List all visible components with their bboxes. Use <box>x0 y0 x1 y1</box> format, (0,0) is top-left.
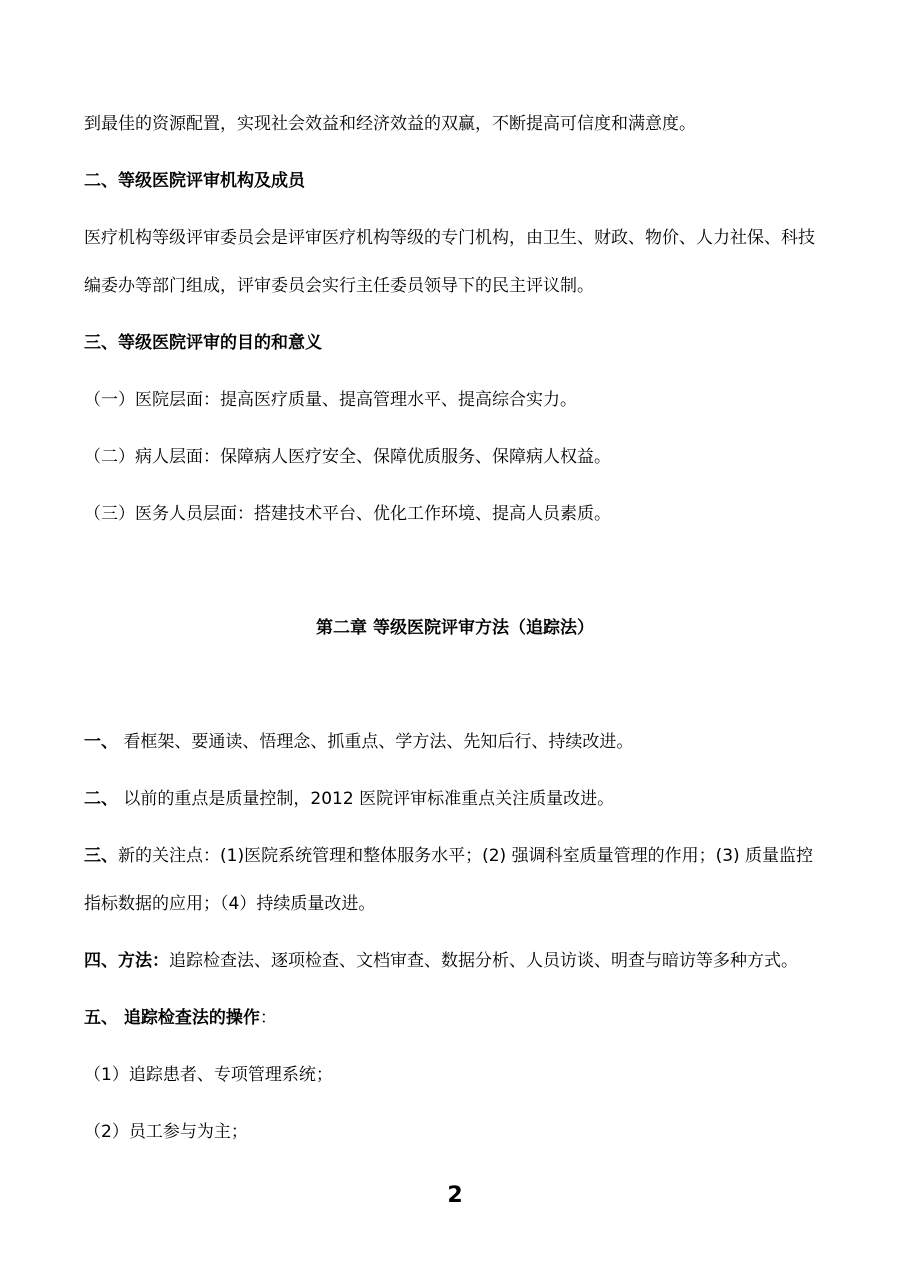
section3-item-3: （三）医务人员层面：搭建技术平台、优化工作环境、提高人员素质。 <box>84 504 611 524</box>
sub-item-1: （1）追踪患者、专项管理系统； <box>84 1065 333 1085</box>
section2-paragraph-line1: 医疗机构等级评审委员会是评审医疗机构等级的专门机构，由卫生、财政、物价、人力社保、科技 <box>84 228 815 248</box>
list-item-1-number: 一、 <box>84 732 118 752</box>
list-item-2 <box>84 788 614 810</box>
chapter-title: 第二章 等级医院评审方法（追踪法） <box>316 618 594 638</box>
page-number: 2 <box>447 1183 463 1208</box>
list-item-3-line2: 指标数据的应用；（4）持续质量改进。 <box>84 894 376 914</box>
list-item-3 <box>84 845 813 867</box>
section3-item-1: （一）医院层面：提高医疗质量、提高管理水平、提高综合实力。 <box>84 390 577 410</box>
list-item-3-number: 三、 <box>84 846 118 866</box>
list-item-5-label: 五、 追踪检查法的操作 <box>84 1008 260 1028</box>
section-heading-2: 二、等级医院评审机构及成员 <box>84 171 305 191</box>
list-item-4-label: 四、方法： <box>84 951 169 971</box>
section2-paragraph-line2: 编委办等部门组成，评审委员会实行主任委员领导下的民主评议制。 <box>84 276 594 296</box>
list-item-3-text: 新的关注点：(1)医院系统管理和整体服务水平；(2) 强调科室质量管理的作用；(3) 质量监控 <box>118 846 814 866</box>
sub-item-2: （2）员工参与为主； <box>84 1122 248 1142</box>
section-heading-3: 三、等级医院评审的目的和意义 <box>84 333 322 353</box>
list-item-2-number: 二、 <box>84 789 118 809</box>
list-item-4 <box>84 950 798 972</box>
list-item-4-text: 追踪检查法、逐项检查、文档审查、数据分析、人员访谈、明查与暗访等多种方式。 <box>169 951 798 971</box>
list-item-2-text: 以前的重点是质量控制，2012 医院评审标准重点关注质量改进。 <box>118 789 615 809</box>
list-item-5-colon: ： <box>259 1008 277 1028</box>
list-item-1-text: 看框架、要通读、悟理念、抓重点、学方法、先知后行、持续改进。 <box>118 732 634 752</box>
list-item-5 <box>84 1007 277 1029</box>
section3-item-2: （二）病人层面：保障病人医疗安全、保障优质服务、保障病人权益。 <box>84 447 611 467</box>
list-item-1 <box>84 731 633 753</box>
paragraph-continuation: 到最佳的资源配置，实现社会效益和经济效益的双赢，不断提高可信度和满意度。 <box>84 114 696 134</box>
